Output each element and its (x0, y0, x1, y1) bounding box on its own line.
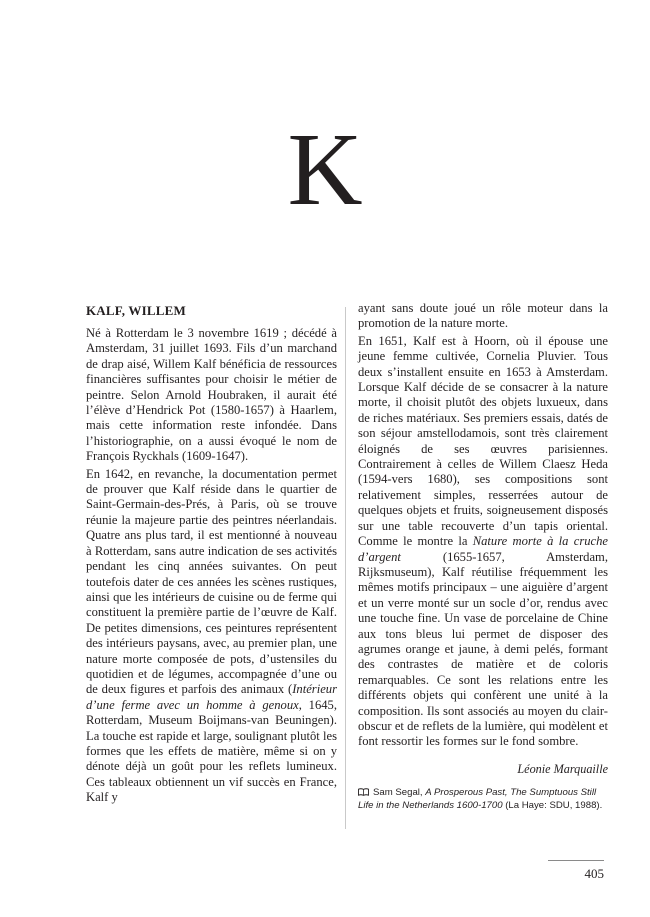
column-divider (345, 307, 346, 829)
entry-surname: KALF (86, 303, 122, 318)
bibliography-publisher: (La Haye: SDU, 1988). (502, 799, 603, 811)
entry-name: WILLEM (128, 303, 186, 318)
page-number: 405 (584, 866, 604, 881)
paragraph-birth: Né à Rotterdam le 3 novembre 1619 ; décédé à Amsterdam, 31 juillet 1693. Fils d’un marchand de drap aisé, Willem Kalf bénéficia de ressources financières suffisantes pour choisir le métier de peintre. Selon Arnold Houbraken, il aurait été l’élève d’Hendrick Pot (1580-1657) à Haarlem, mais cette information reste infondée. Dans l’historiographie, on a aussi évoqué le nom de François Ryckhals (1609-1647). (86, 326, 337, 464)
entry-title-separator: , (121, 303, 129, 318)
bibliography (358, 786, 608, 812)
artwork-title-interieur: Intérieur d’une ferme avec un homme à genoux (86, 682, 337, 712)
paragraph-paris-text-b: , 1645, Rotterdam, Museum Boijmans-van Beuningen). La touche est rapide et large, soulignant plutôt les formes que les effets de matière, même si on y dénote déjà un goût pour les reflets lumineux. Ces tableaux obtiennent un vif succès en France, Kalf y (86, 697, 337, 805)
left-column (86, 301, 337, 806)
paragraph-amsterdam-text-b: (1655-1657, Amsterdam, Rijksmuseum), Kalf réutilise fréquemment les mêmes motifs principaux – une aiguière d’argent et un verre monté sur un socle d’or, rendus avec une touche fine. Un vase de porcelaine de Chine aux tons bleus lui permet de disposer des agrumes orange et jaune, à demi pelés, formant des contrastes de matière et de coloris remarquables. Ce sont les relations entre les différents objets qui confèrent une unité à la composition. Ils sont associés au moyen du clair-obscur et de reflets de la lumière, qui modèlent et font ressortir les formes sur le fond sombre. (358, 549, 608, 749)
paragraph-amsterdam-text-a: En 1651, Kalf est à Hoorn, où il épouse une jeune femme cultivée, Cornelia Pluvier. Tous deux s’installent ensuite en 1653 à Amsterdam. Lorsque Kalf décide de se consacrer à la nature morte, il choisit plutôt des objets luxueux, dans de riches matériaux. Ses premiers essais, datés de son séjour amstellodamois, sont très clairement éloignés de ses œuvres parisiennes. Contrairement à celles de Willem Claesz Heda (1594-vers 1680), ses compositions sont relativement simples, resserrées autour de quelques objets et fruits, soigneusement disposés sur une table recouverte d’un tapis oriental. Comme le montre la (358, 333, 608, 549)
author-signature: Léonie Marquaille (517, 761, 608, 776)
paragraph-amsterdam (358, 334, 608, 750)
folio-rule (548, 860, 604, 861)
bibliography-title: A Prosperous Past, The Sumptuous Still Life in the Netherlands 1600-1700 (358, 786, 597, 811)
book-icon (358, 788, 369, 796)
section-letter: K (287, 112, 363, 227)
bibliography-author: Sam Segal, (373, 786, 426, 798)
paragraph-paris (86, 467, 337, 806)
paragraph-continuation: ayant sans doute joué un rôle moteur dans la promotion de la nature morte. (358, 301, 608, 331)
paragraph-paris-text-a: En 1642, en revanche, la documentation permet de prouver que Kalf réside dans le quartier de Saint-Germain-des-Prés, à Paris, où se trouve réunie la majeure partie des peintres néerlandais. Quatre ans plus tard, il est mentionné à nouveau à Rotterdam, sans autre indication de ses activités pendant les cinq années suivantes. On peut toutefois dater de ces années les scènes rustiques, ainsi que les intérieurs de cuisine ou de ferme qui constituent la première partie de l’œuvre de Kalf. De petites dimensions, ces peintures représentent des intérieurs paysans, avec, au premier plan, une nature morte composée de pots, d’ustensiles du quotidien et de légumes, accompagnée d’une ou de deux figures et parfois des animaux ( (86, 466, 337, 697)
entry-title (86, 303, 337, 319)
artwork-title-nature-morte: Nature morte à la cruche d’argent (358, 534, 608, 564)
right-column (358, 301, 608, 812)
